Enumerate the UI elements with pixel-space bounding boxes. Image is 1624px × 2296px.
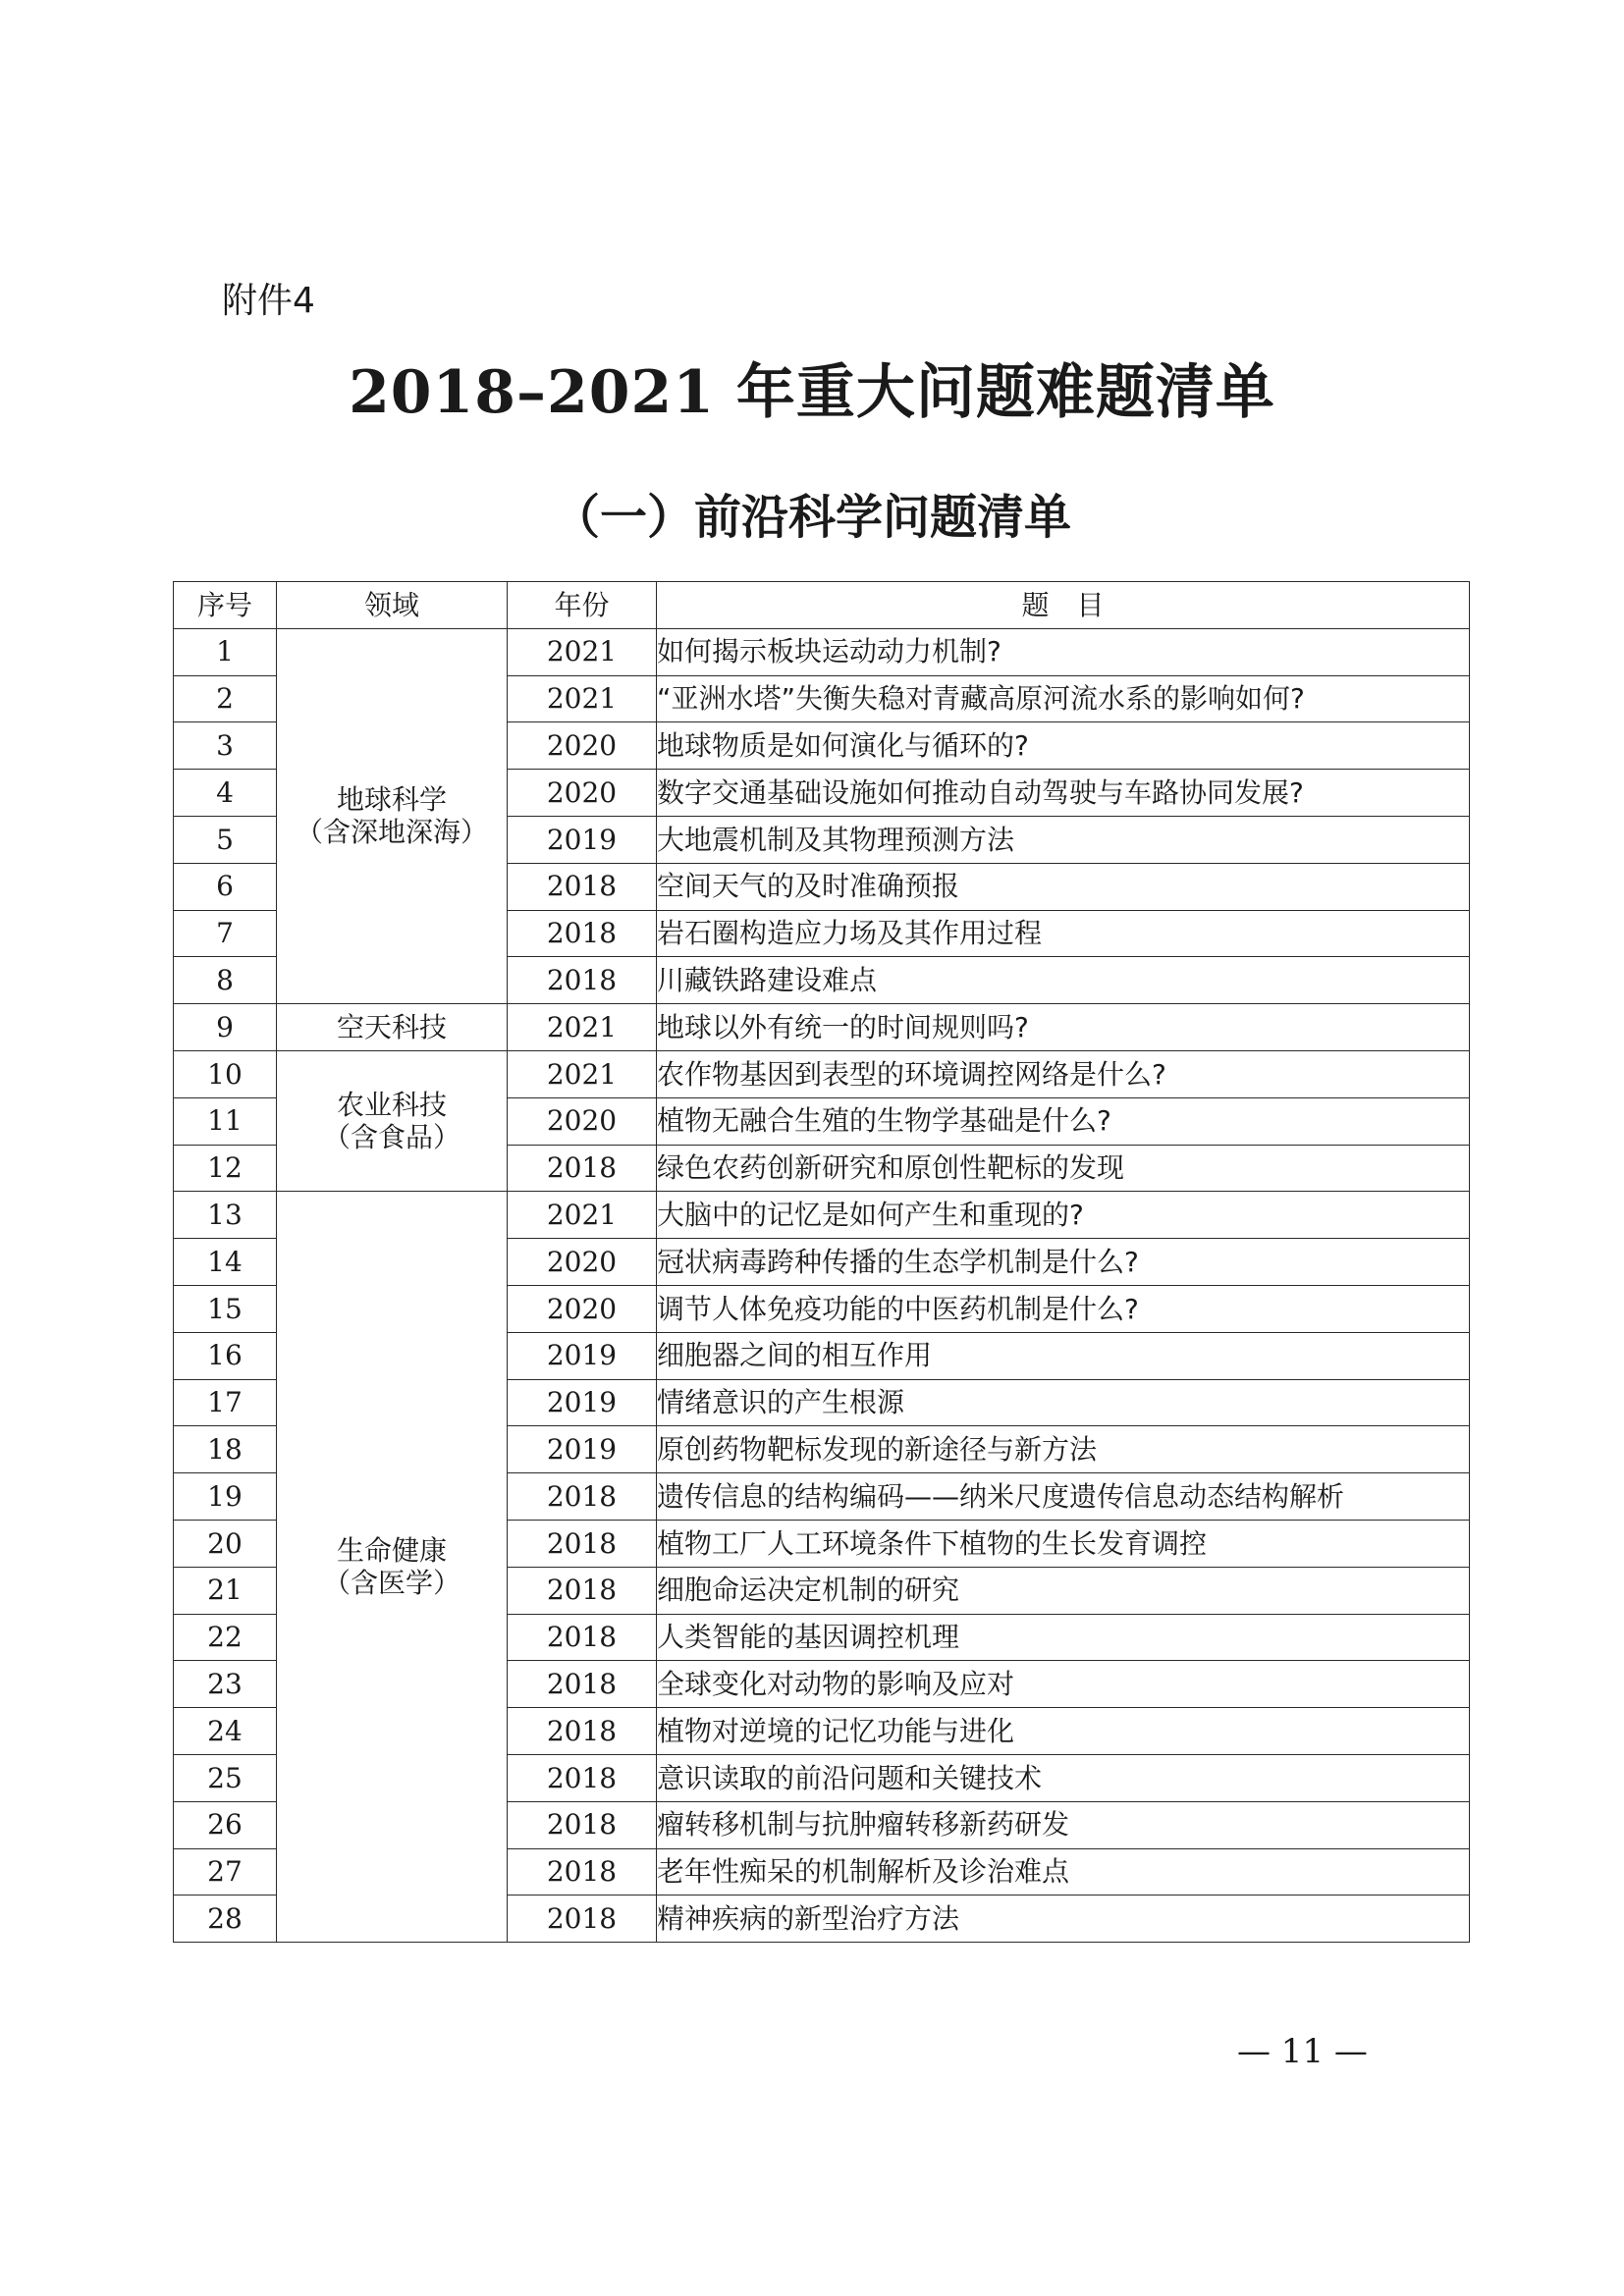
row-number: 1 (174, 628, 277, 675)
row-number: 17 (174, 1379, 277, 1426)
row-year: 2019 (508, 1332, 657, 1379)
row-number: 19 (174, 1473, 277, 1521)
row-topic: 精神疾病的新型治疗方法 (657, 1896, 1470, 1943)
row-number: 16 (174, 1332, 277, 1379)
row-year: 2019 (508, 1379, 657, 1426)
header-year: 年份 (508, 582, 657, 629)
row-year: 2021 (508, 675, 657, 722)
attachment-label: 附件4 (222, 281, 315, 321)
row-year: 2018 (508, 863, 657, 910)
field-label-line: 农业科技 (336, 1088, 447, 1121)
row-number: 5 (174, 816, 277, 863)
row-number: 24 (174, 1708, 277, 1755)
row-topic: 原创药物靶标发现的新途径与新方法 (657, 1426, 1470, 1473)
row-topic: 遗传信息的结构编码——纳米尺度遗传信息动态结构解析 (657, 1473, 1470, 1521)
row-number: 26 (174, 1801, 277, 1848)
row-topic: 调节人体免疫功能的中医药机制是什么? (657, 1285, 1470, 1332)
row-topic: 植物对逆境的记忆功能与进化 (657, 1708, 1470, 1755)
table-header-row (174, 582, 1470, 629)
row-year: 2018 (508, 1614, 657, 1661)
field-cell (277, 1004, 508, 1051)
row-year: 2018 (508, 910, 657, 957)
row-number: 3 (174, 722, 277, 770)
header-field: 领域 (277, 582, 508, 629)
row-year: 2020 (508, 1239, 657, 1286)
row-number: 27 (174, 1848, 277, 1896)
row-topic: 细胞器之间的相互作用 (657, 1332, 1470, 1379)
row-topic: 植物无融合生殖的生物学基础是什么? (657, 1097, 1470, 1145)
row-number: 9 (174, 1004, 277, 1051)
row-number: 13 (174, 1192, 277, 1239)
field-label-line: （含食品） (322, 1121, 460, 1154)
page-number: — 11 — (1237, 2032, 1368, 2071)
row-year: 2018 (508, 1896, 657, 1943)
page-title: 2018–2021 年重大问题难题清单 (349, 358, 1275, 427)
row-topic: 大脑中的记忆是如何产生和重现的? (657, 1192, 1470, 1239)
row-year: 2018 (508, 957, 657, 1004)
field-label-line: 生命健康 (336, 1533, 447, 1567)
field-label-line: （含医学） (322, 1567, 460, 1600)
row-topic: 地球以外有统一的时间规则吗? (657, 1004, 1470, 1051)
row-number: 28 (174, 1896, 277, 1943)
row-topic: “亚洲水塔”失衡失稳对青藏高原河流水系的影响如何? (657, 675, 1470, 722)
row-number: 8 (174, 957, 277, 1004)
row-topic: 人类智能的基因调控机理 (657, 1614, 1470, 1661)
row-year: 2018 (508, 1848, 657, 1896)
row-year: 2018 (508, 1801, 657, 1848)
row-topic: 数字交通基础设施如何推动自动驾驶与车路协同发展? (657, 770, 1470, 817)
field-label-line: 空天科技 (336, 1010, 447, 1043)
field-label-line: （含深地深海） (295, 816, 488, 849)
row-number: 11 (174, 1097, 277, 1145)
row-year: 2018 (508, 1473, 657, 1521)
table-row (174, 628, 1470, 675)
row-number: 12 (174, 1145, 277, 1192)
row-topic: 冠状病毒跨种传播的生态学机制是什么? (657, 1239, 1470, 1286)
row-number: 10 (174, 1050, 277, 1097)
table-row (174, 1050, 1470, 1097)
row-year: 2018 (508, 1661, 657, 1708)
row-year: 2020 (508, 1097, 657, 1145)
row-year: 2018 (508, 1754, 657, 1801)
row-topic: 川藏铁路建设难点 (657, 957, 1470, 1004)
row-number: 23 (174, 1661, 277, 1708)
row-topic: 瘤转移机制与抗肿瘤转移新药研发 (657, 1801, 1470, 1848)
row-topic: 岩石圈构造应力场及其作用过程 (657, 910, 1470, 957)
row-topic: 全球变化对动物的影响及应对 (657, 1661, 1470, 1708)
row-number: 25 (174, 1754, 277, 1801)
row-topic: 农作物基因到表型的环境调控网络是什么? (657, 1050, 1470, 1097)
row-topic: 老年性痴呆的机制解析及诊治难点 (657, 1848, 1470, 1896)
row-year: 2019 (508, 816, 657, 863)
row-number: 15 (174, 1285, 277, 1332)
row-topic: 大地震机制及其物理预测方法 (657, 816, 1470, 863)
row-number: 4 (174, 770, 277, 817)
row-year: 2021 (508, 1192, 657, 1239)
row-year: 2021 (508, 1050, 657, 1097)
row-topic: 意识读取的前沿问题和关键技术 (657, 1754, 1470, 1801)
row-year: 2018 (508, 1708, 657, 1755)
table-row (174, 1004, 1470, 1051)
field-label-line: 地球科学 (336, 782, 447, 816)
field-cell (277, 628, 508, 1003)
row-number: 18 (174, 1426, 277, 1473)
row-number: 20 (174, 1520, 277, 1567)
row-year: 2021 (508, 1004, 657, 1051)
row-number: 6 (174, 863, 277, 910)
row-number: 22 (174, 1614, 277, 1661)
row-number: 2 (174, 675, 277, 722)
row-year: 2018 (508, 1145, 657, 1192)
row-year: 2021 (508, 628, 657, 675)
row-topic: 情绪意识的产生根源 (657, 1379, 1470, 1426)
row-topic: 空间天气的及时准确预报 (657, 863, 1470, 910)
field-cell (277, 1050, 508, 1191)
row-year: 2020 (508, 1285, 657, 1332)
row-year: 2018 (508, 1520, 657, 1567)
field-cell (277, 1192, 508, 1943)
row-year: 2018 (508, 1567, 657, 1614)
row-topic: 地球物质是如何演化与循环的? (657, 722, 1470, 770)
problem-list-table (173, 581, 1470, 1943)
row-number: 21 (174, 1567, 277, 1614)
row-number: 14 (174, 1239, 277, 1286)
row-number: 7 (174, 910, 277, 957)
row-topic: 细胞命运决定机制的研究 (657, 1567, 1470, 1614)
row-year: 2020 (508, 770, 657, 817)
row-year: 2019 (508, 1426, 657, 1473)
table-body (174, 628, 1470, 1942)
row-topic: 绿色农药创新研究和原创性靶标的发现 (657, 1145, 1470, 1192)
row-topic: 植物工厂人工环境条件下植物的生长发育调控 (657, 1520, 1470, 1567)
section-title: （一）前沿科学问题清单 (552, 490, 1071, 545)
header-number: 序号 (174, 582, 277, 629)
row-topic: 如何揭示板块运动动力机制? (657, 628, 1470, 675)
table-row (174, 1192, 1470, 1239)
header-topic: 题 目 (657, 582, 1470, 629)
row-year: 2020 (508, 722, 657, 770)
